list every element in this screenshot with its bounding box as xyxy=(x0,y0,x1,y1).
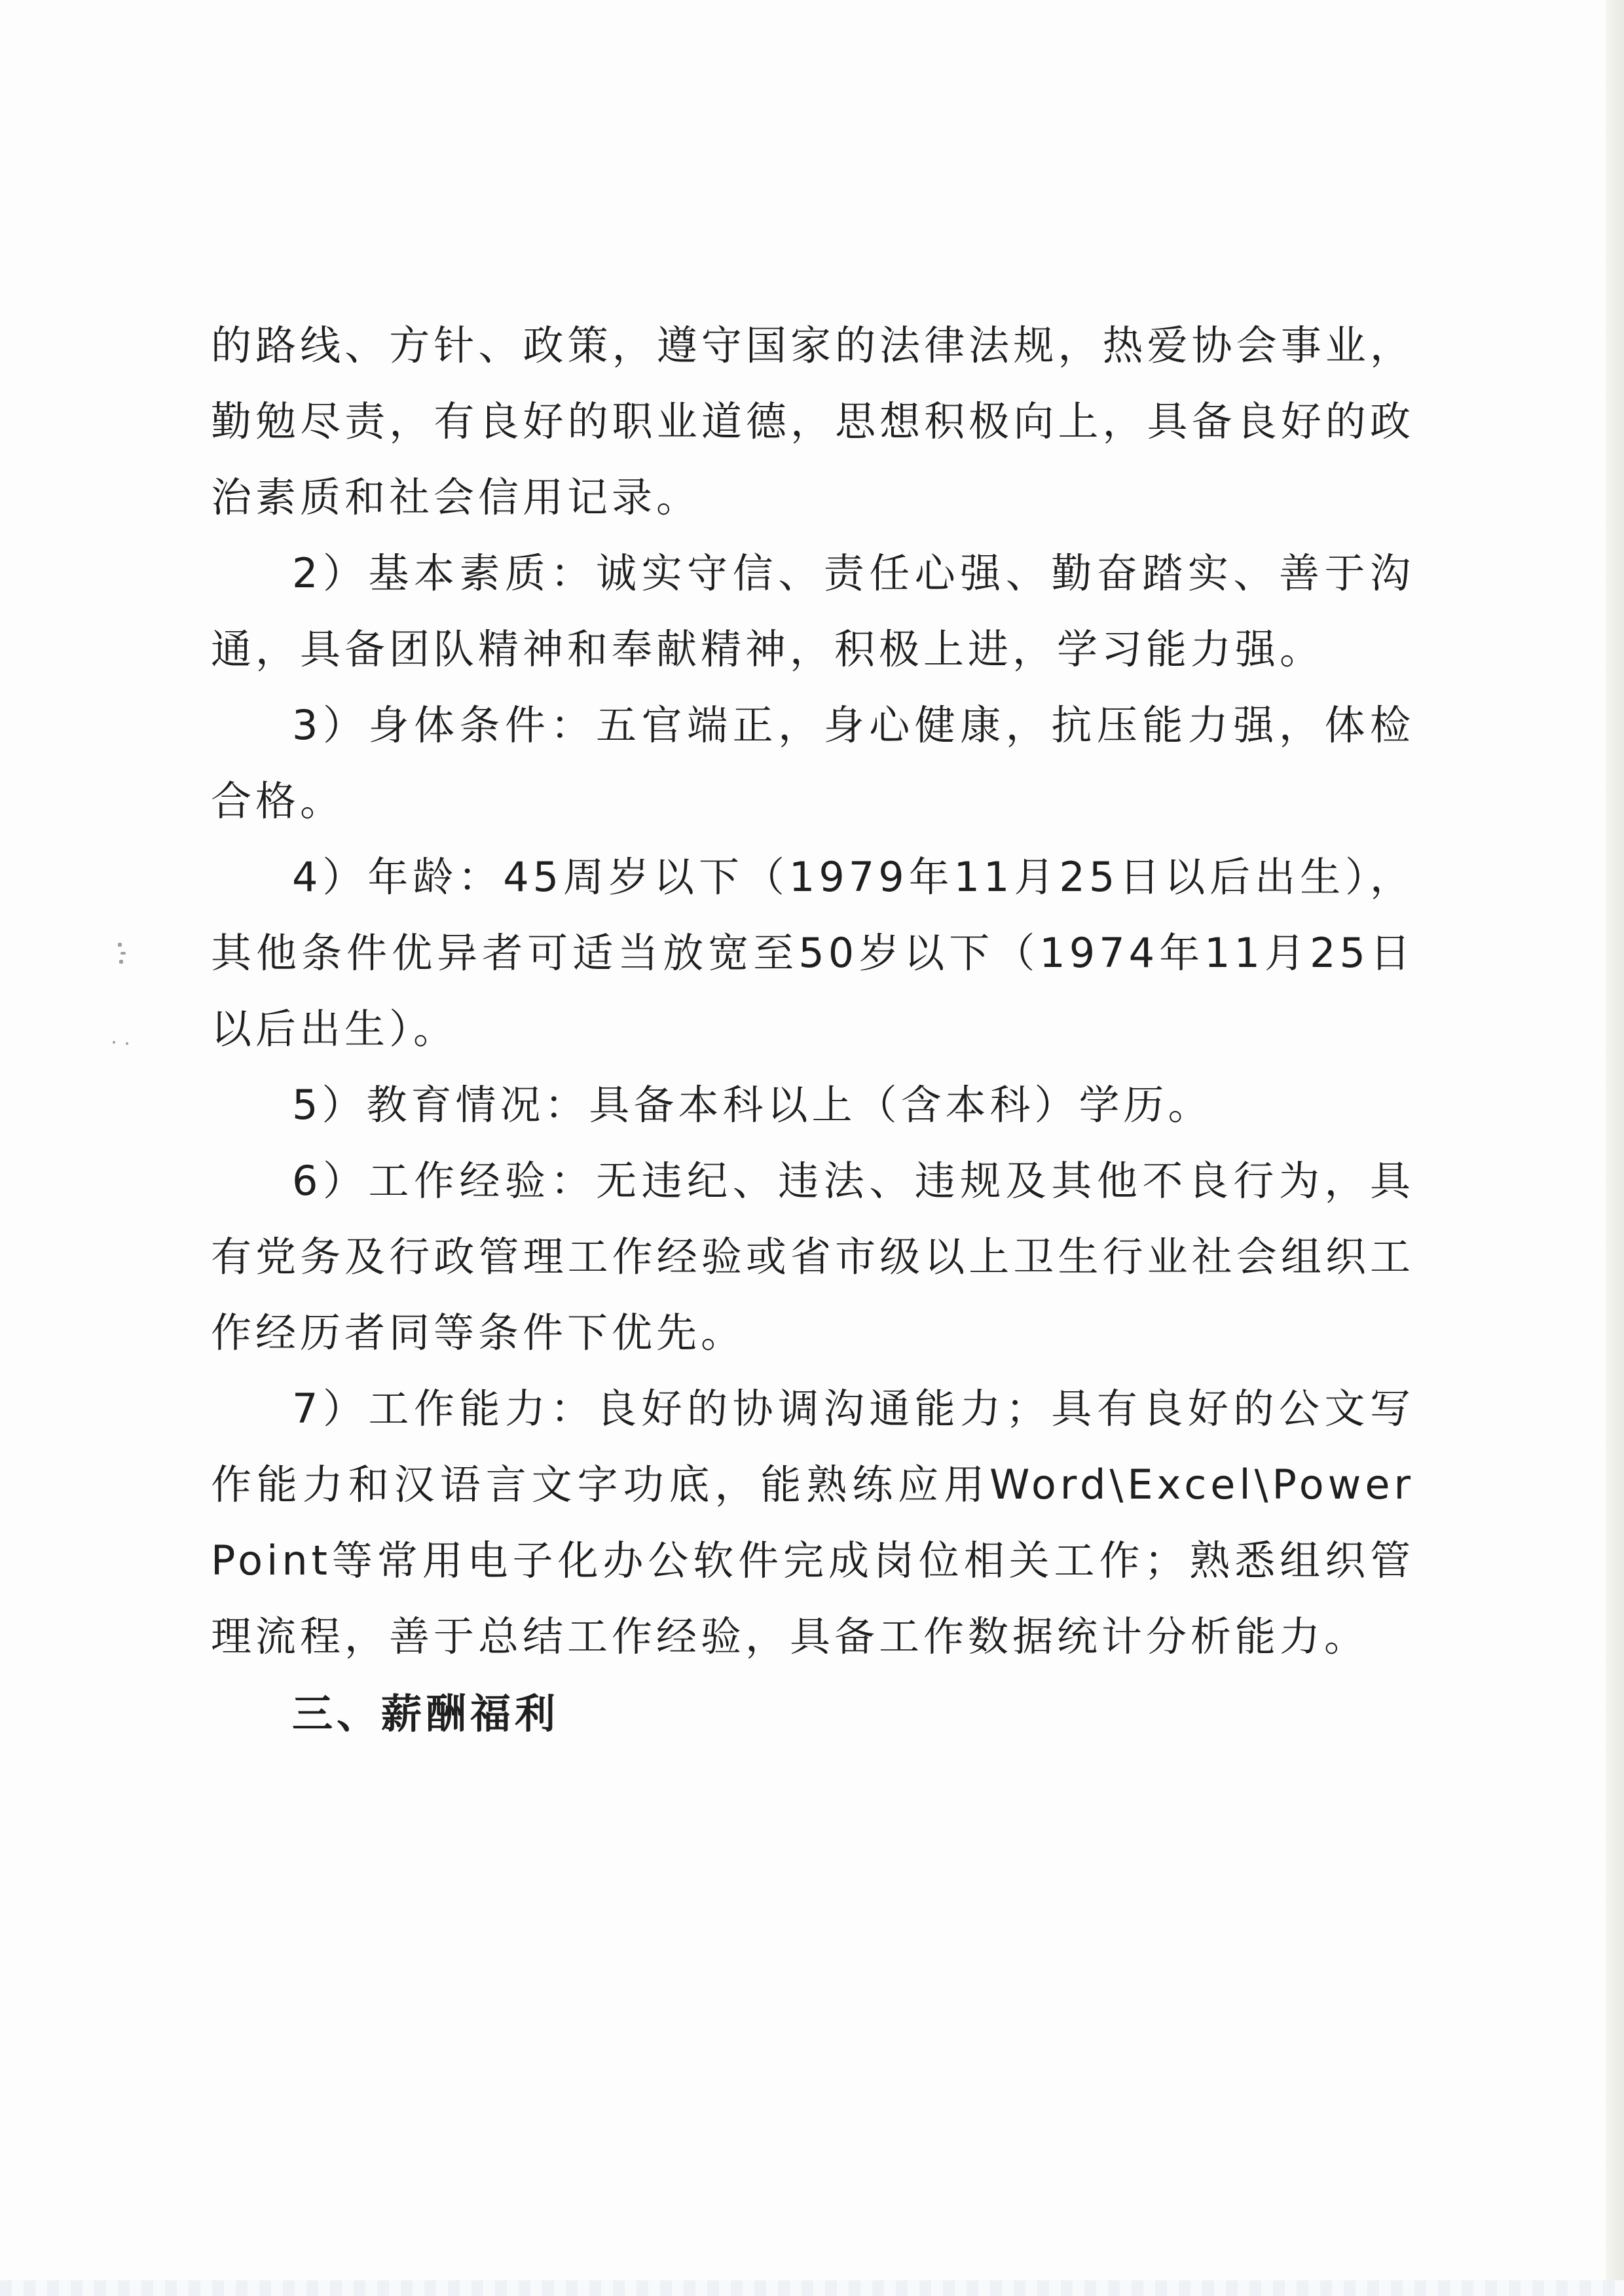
paragraph-physical-condition: 3）身体条件：五官端正，身心健康，抗压能力强，体检合格。 xyxy=(211,701,1414,825)
paragraph-education: 5）教育情况：具备本科以上（含本科）学历。 xyxy=(292,1081,1213,1129)
paragraph-continuation: 的路线、方针、政策，遵守国家的法律法规，热爱协会事业，勤勉尽责，有良好的职业道德，思想积极向上，具备良好的政治素质和社会信用记录。 xyxy=(211,321,1414,521)
margin-specks xyxy=(111,943,138,1061)
paragraph-work-experience: 6）工作经验：无违纪、违法、违规及其他不良行为，具有党务及行政管理工作经验或省市级以上卫生行业社会组织工作经历者同等条件下优先。 xyxy=(211,1157,1414,1357)
scan-edge-bottom xyxy=(0,2280,1624,2296)
document-body xyxy=(211,308,1414,1752)
scan-edge-right xyxy=(1606,0,1624,2296)
paragraph-age: 4）年龄：45周岁以下（1979年11月25日以后出生），其他条件优异者可适当放宽至50岁以下（1974年11月25日以后出生）。 xyxy=(211,853,1414,1053)
paragraph-work-ability: 7）工作能力：良好的协调沟通能力；具有良好的公文写作能力和汉语言文字功底，能熟练应用Word\Excel\Power Point等常用电子化办公软件完成岗位相关工作；熟悉组织管理流程，善于总结工作经验，具备工作数据统计分析能力。 xyxy=(211,1385,1414,1660)
section-heading-salary: 三、薪酬福利 xyxy=(292,1690,560,1738)
paragraph-basic-quality: 2）基本素质：诚实守信、责任心强、勤奋踏实、善于沟通，具备团队精神和奉献精神，积极上进，学习能力强。 xyxy=(211,549,1414,673)
